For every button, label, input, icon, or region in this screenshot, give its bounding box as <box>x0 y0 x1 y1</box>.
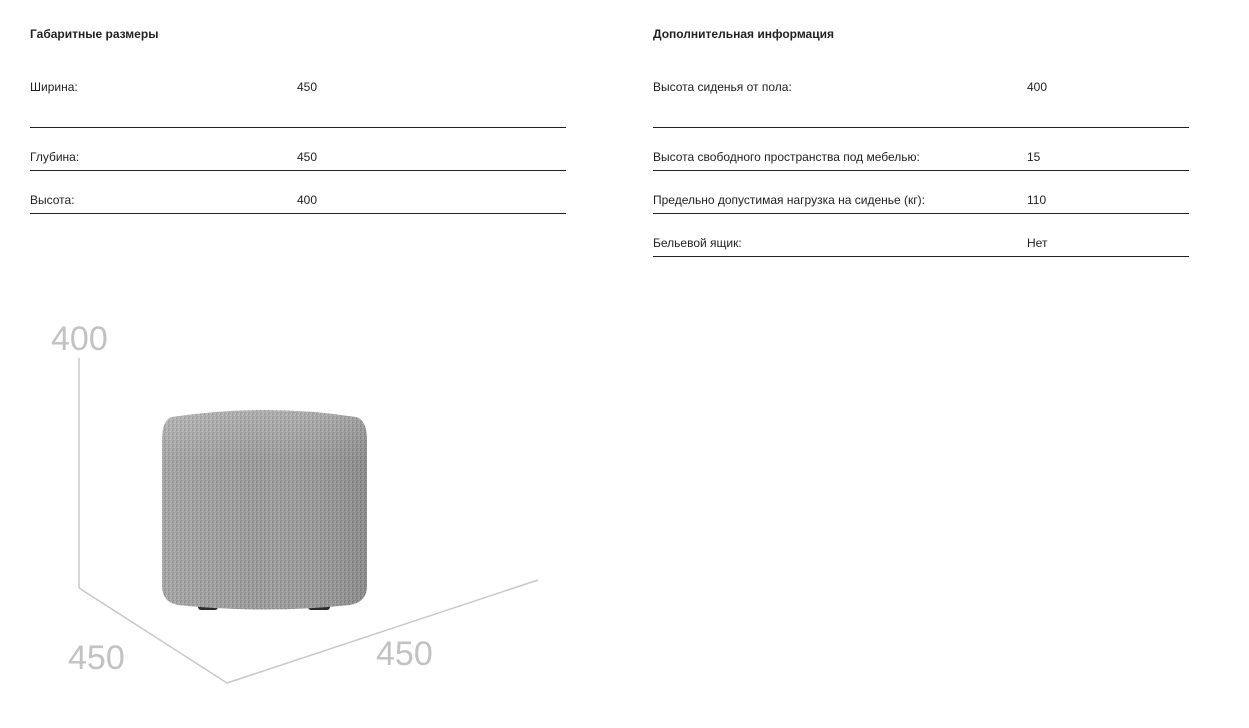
spec-value: 110 <box>1027 193 1047 207</box>
width-dimension-label: 450 <box>376 635 433 673</box>
additional-info-list <box>653 76 1189 257</box>
height-dimension-label: 400 <box>51 320 108 358</box>
dimensions-list <box>30 76 566 214</box>
pouf-image <box>162 410 367 610</box>
spec-value: 450 <box>297 150 318 164</box>
spec-label: Высота сиденья от пола: <box>653 80 792 94</box>
spec-value: Нет <box>1027 236 1048 250</box>
spec-row-seat-height <box>653 76 1189 128</box>
pouf-top-highlight <box>162 410 367 460</box>
spec-value: 15 <box>1027 150 1041 164</box>
spec-row-storage-box <box>653 214 1189 257</box>
spec-row-depth <box>30 128 566 171</box>
spec-label: Высота свободного пространства под мебелью: <box>653 150 920 164</box>
spec-label: Глубина: <box>30 150 80 164</box>
spec-row-max-load <box>653 171 1189 214</box>
spec-row-width <box>30 76 566 128</box>
additional-info-title: Дополнительная информация <box>653 27 834 41</box>
spec-label: Бельевой ящик: <box>653 236 742 250</box>
dimensions-title: Габаритные размеры <box>30 27 159 41</box>
dimensions-section <box>30 26 566 214</box>
additional-info-section <box>653 26 1189 257</box>
spec-value: 450 <box>297 80 318 94</box>
spec-value: 400 <box>1027 80 1048 94</box>
spec-label: Высота: <box>30 193 75 207</box>
depth-dimension-label: 450 <box>68 639 125 677</box>
spec-label: Ширина: <box>30 80 78 94</box>
spec-row-clearance <box>653 128 1189 171</box>
spec-row-height <box>30 171 566 214</box>
spec-label: Предельно допустимая нагрузка на сиденье (кг): <box>653 193 925 207</box>
dimension-diagram <box>0 290 600 728</box>
spec-value: 400 <box>297 193 318 207</box>
